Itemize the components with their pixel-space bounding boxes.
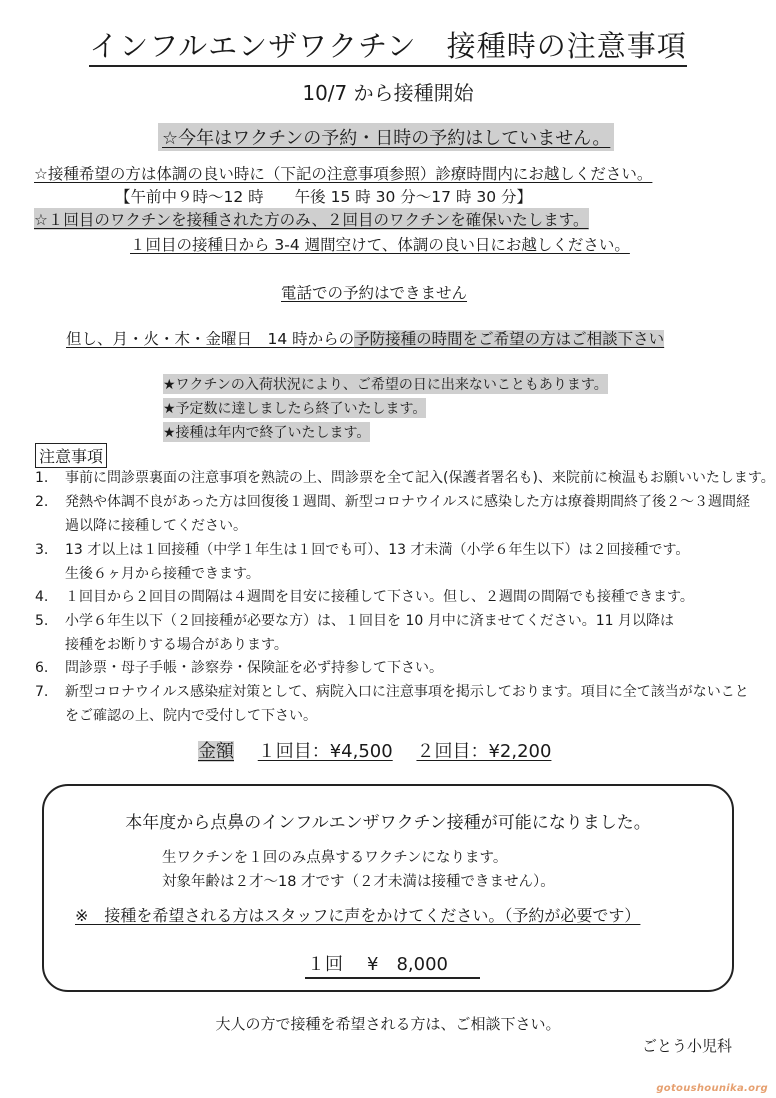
- notes-heading: 注意事項: [35, 443, 107, 468]
- second-dose-notice: ☆１回目のワクチンを接種された方のみ、２回目のワクチンを確保いたします。: [34, 208, 589, 230]
- adult-note: 大人の方で接種を希望される方は、ご相談下さい。: [215, 1015, 561, 1033]
- no-phone-notice: 電話での予約はできません: [281, 284, 468, 302]
- second-dose-interval: １回目の接種日から 3-4 週間空けて、体調の良い日にお越しください。: [130, 236, 630, 254]
- nasal-age-range: 対象年齢は２才〜18 才です（２才未満は接種できません）。: [162, 874, 555, 890]
- price-line: [198, 737, 569, 763]
- nasal-title: 本年度から点鼻のインフルエンザワクチン接種が可能になりました。: [125, 813, 651, 833]
- consult-hours: 【午前中９時〜12 時 午後 15 時 30 分〜17 時 30 分】: [115, 188, 533, 206]
- watermark: gotoushounika.org: [656, 1083, 768, 1094]
- price-label: 金額: [198, 741, 234, 762]
- page-title: インフルエンザワクチン 接種時の注意事項: [0, 24, 776, 65]
- consult-highlight: 予防接種の時間をご希望の方はご相談下さい: [354, 330, 665, 348]
- star-item: ★予定数に達しましたら終了いたします。: [163, 398, 426, 418]
- price-second: ２回目：¥2,200: [416, 741, 552, 762]
- start-date: 10/7 から接種開始: [302, 81, 474, 105]
- star-item: ★ワクチンの入荷状況により、ご希望の日に出来ないこともあります。: [163, 374, 608, 394]
- nasal-price: １回 ¥ 8,000: [305, 950, 480, 979]
- visit-info: ☆接種希望の方は体調の良い時に（下記の注意事項参照）診療時間内にお越しください。: [34, 165, 653, 183]
- clinic-name: ごとう小児科: [641, 1037, 732, 1055]
- no-reservation-notice: ☆今年はワクチンの予約・日時の予約はしていません。: [158, 123, 614, 151]
- star-item: ★接種は年内で終了いたします。: [163, 422, 370, 442]
- price-first: １回目：¥4,500: [257, 741, 393, 762]
- nasal-description: 生ワクチンを１回のみ点鼻するワクチンになります。: [162, 850, 508, 866]
- consult-prefix: 但し、月・火・木・金曜日 14 時からの: [66, 330, 355, 348]
- consult-line: [66, 327, 664, 349]
- nasal-staff-notice: ※ 接種を希望される方はスタッフに声をかけてください。（予約が必要です）: [75, 906, 641, 925]
